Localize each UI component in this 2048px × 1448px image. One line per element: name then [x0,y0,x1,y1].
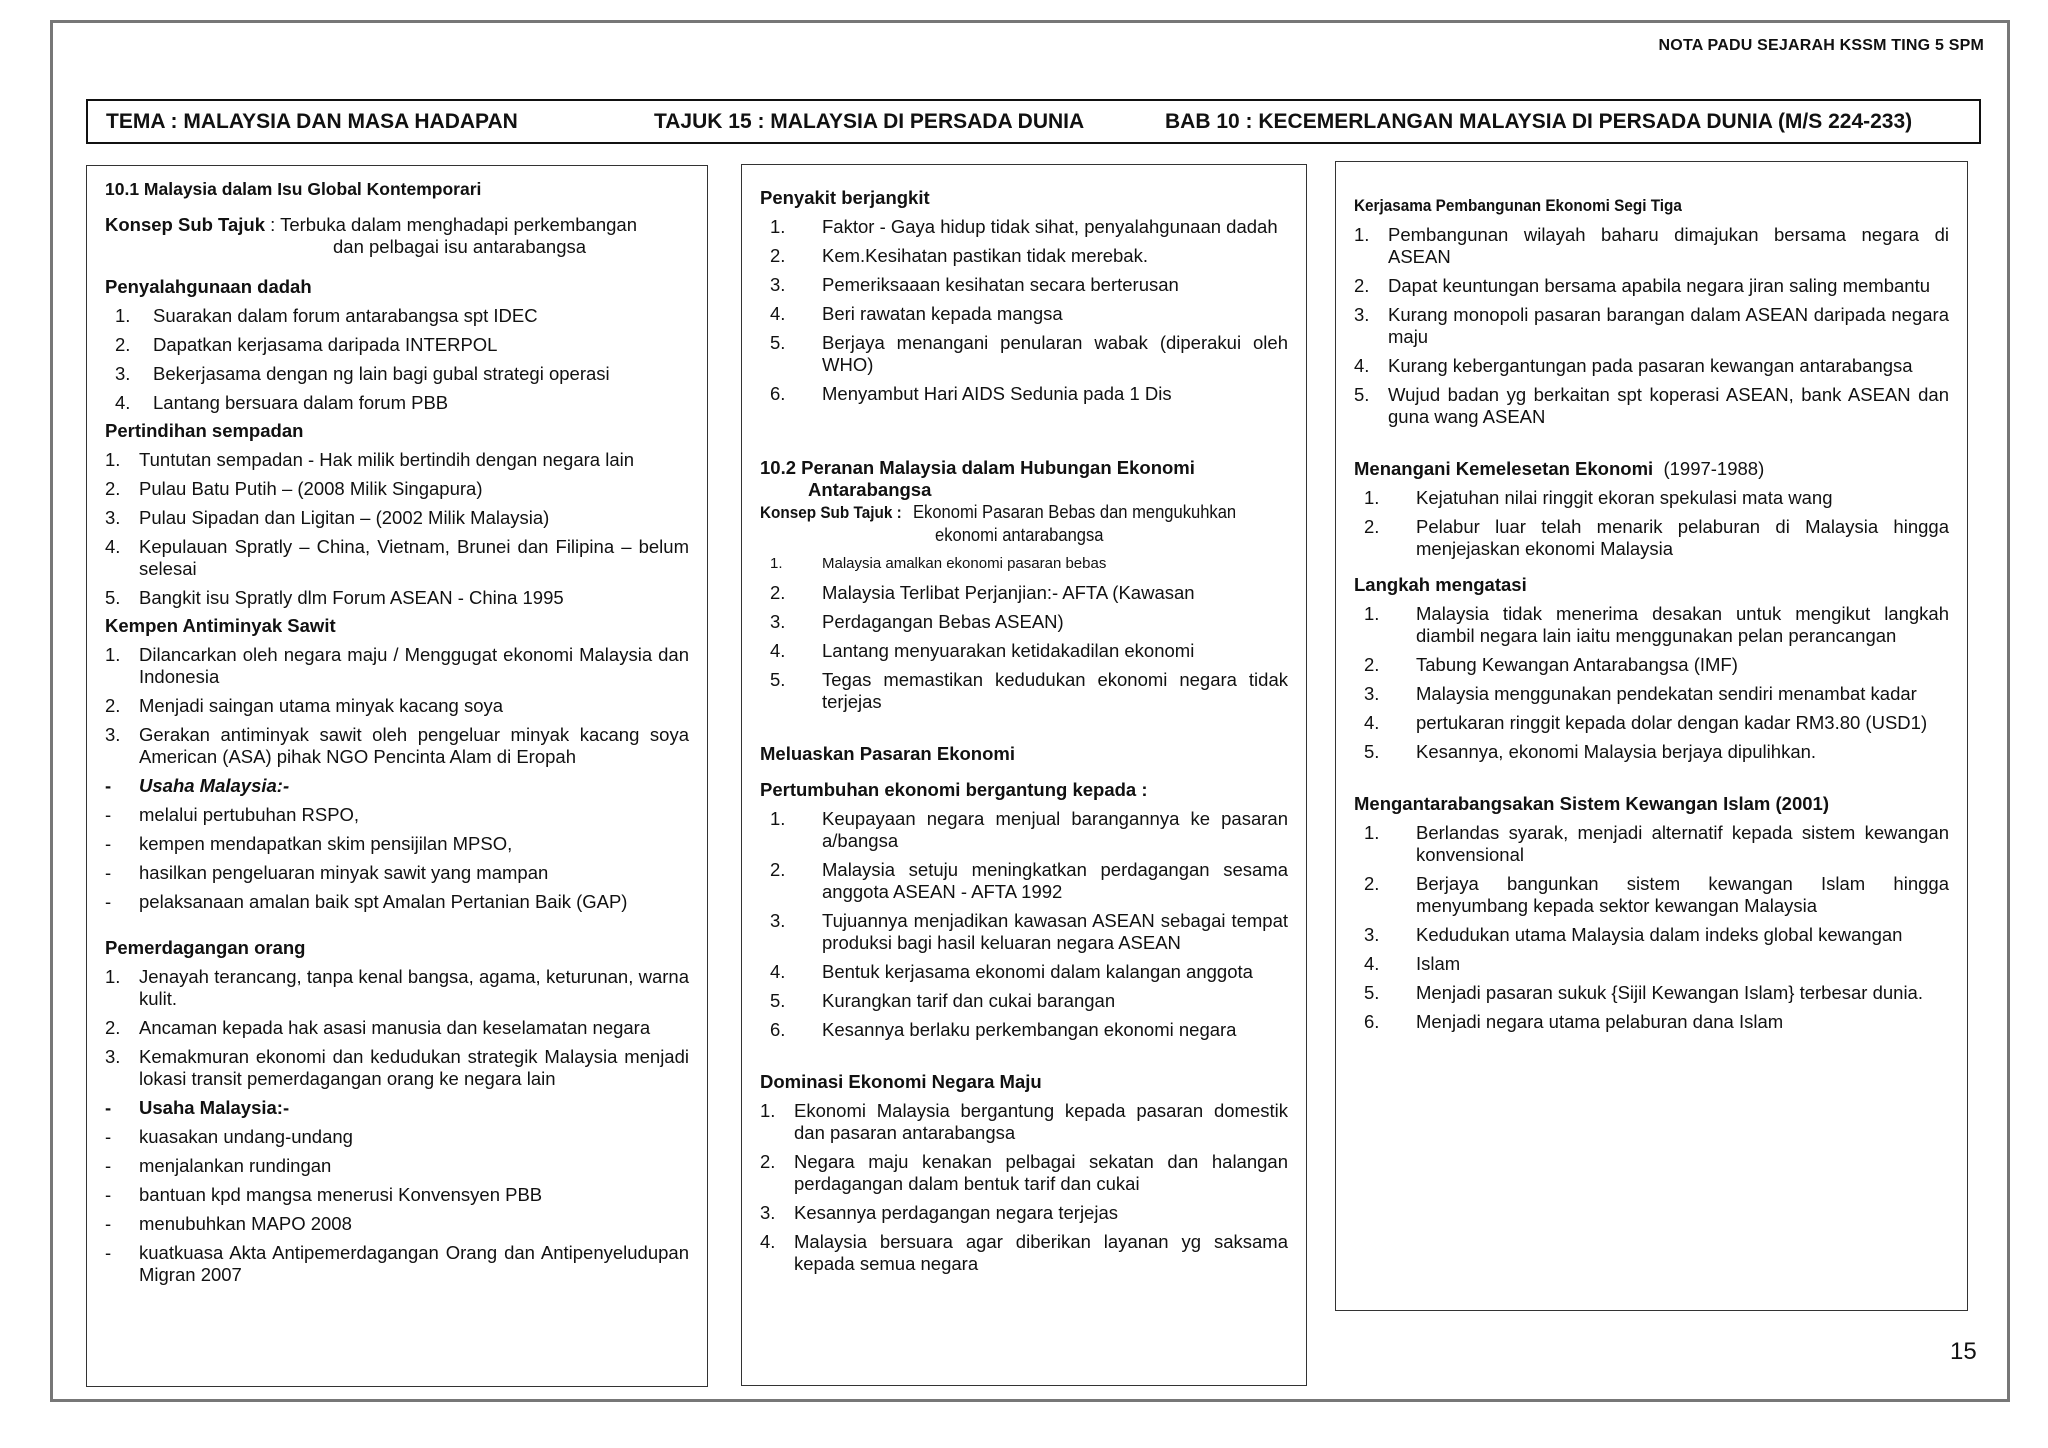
item-number: 1. [760,1100,776,1121]
concept-block [105,214,689,258]
item-number: 2. [105,695,121,716]
item-number: 2. [770,582,786,603]
list-item [1354,603,1949,647]
list-item [105,966,689,1010]
item-text: Tabung Kewangan Antarabangsa (IMF) [1416,654,1738,675]
item-number: 3. [105,507,121,528]
section-heading: Kerjasama Pembangunan Ekonomi Segi Tiga [1354,196,1682,215]
item-text: Pembangunan wilayah baharu dimajukan bersama negara di ASEAN [1388,224,1949,267]
item-number: 1. [1364,603,1380,624]
item-number: - [105,1155,112,1176]
item-text: Berlandas syarak, menjadi alternatif kepada sistem kewangan konvensional [1416,822,1949,865]
list-item: - Usaha Malaysia:- [105,775,290,796]
section-title: 10.2 Peranan Malaysia dalam Hubungan Ekonomi [760,457,1195,478]
list-item [105,1046,689,1090]
concept-text: Ekonomi Pasaran Bebas dan mengukuhkan [912,502,1236,522]
item-number: 3. [1354,304,1370,325]
item-number: 2. [770,859,786,880]
item-number: 4. [760,1231,776,1252]
list-item [760,669,1288,713]
list-item [1354,224,1949,268]
item-number: 2. [115,334,131,355]
item-text: Tujuannya menjadikan kawasan ASEAN sebagai tempat produksi bagi hasil keluaran negara ASEAN [822,910,1288,953]
concept-label: Konsep Sub Tajuk [105,214,266,235]
section-heading: Menangani Kemelesetan Ekonomi (1997-1988) [1354,458,1765,479]
item-number: 2. [1364,516,1380,537]
item-number: 2. [760,1151,776,1172]
list-orang-usaha [105,1126,689,1286]
list-item [760,245,1288,267]
list-item [760,808,1288,852]
tema-label: TEMA : MALAYSIA DAN MASA HADAPAN [106,110,518,133]
list-segitiga [1354,224,1949,428]
item-text: Kemakmuran ekonomi dan kedudukan strategik Malaysia menjadi lokasi transit pemerdagangan orang ke negara lain [139,1046,689,1089]
item-text: Malaysia tidak menerima desakan untuk mengikut langkah diambil negara lain iaitu menggunakan pelan perancangan [1416,603,1949,646]
item-text: Kurang monopoli pasaran barangan dalam ASEAN daripada negara maju [1388,304,1949,347]
item-number: - [105,1242,112,1263]
item-text: kempen mendapatkan skim pensijilan MPSO, [139,833,513,854]
list-item [105,644,689,688]
item-text: kuatkuasa Akta Antipemerdagangan Orang dan Antipenyeludupan Migran 2007 [139,1242,689,1285]
list-item [105,695,689,717]
list-item [1354,683,1949,705]
item-text: Suarakan dalam forum antarabangsa spt IDEC [153,305,538,326]
item-number: 1. [1354,224,1370,245]
item-number: 1. [770,808,786,829]
item-number: - [105,804,112,825]
list-item [760,640,1288,662]
list-item [105,334,689,356]
usaha-heading [105,1097,689,1119]
list-item [105,392,689,414]
item-text: Ekonomi Malaysia bergantung kepada pasaran domestik dan pasaran antarabangsa [794,1100,1288,1143]
list-item [1354,1011,1949,1033]
list-item [105,536,689,580]
list-item [105,833,689,855]
concept-text: dan pelbagai isu antarabangsa [333,236,587,257]
usaha-heading [105,775,689,797]
item-number: 1. [115,305,131,326]
list-item [105,449,689,471]
list-item [760,990,1288,1012]
item-text: menjalankan rundingan [139,1155,332,1176]
item-number: 1. [105,449,121,470]
list-item [760,910,1288,954]
item-text: Tuntutan sempadan - Hak milik bertindih dengan negara lain [139,449,635,470]
item-text: Pulau Sipadan dan Ligitan – (2002 Milik Malaysia) [139,507,550,528]
item-number: 4. [770,640,786,661]
concept-label: Konsep Sub Tajuk : [760,503,902,522]
item-text: pelaksanaan amalan baik spt Amalan Pertanian Baik (GAP) [139,891,628,912]
list-dominasi [760,1100,1288,1275]
list-item [1354,953,1949,975]
item-number: 3. [1364,924,1380,945]
item-text: Pulau Batu Putih – (2008 Milik Singapura) [139,478,483,499]
list-item [105,1213,689,1235]
section-heading: Pemerdagangan orang [105,937,306,958]
item-text: Wujud badan yg berkaitan spt koperasi ASEAN, bank ASEAN dan guna wang ASEAN [1388,384,1949,427]
item-text: Kesannya berlaku perkembangan ekonomi negara [822,1019,1237,1040]
item-text: Malaysia amalkan ekonomi pasaran bebas [822,555,1107,572]
item-text: Dilancarkan oleh negara maju / Menggugat ekonomi Malaysia dan Indonesia [139,644,689,687]
list-orang [105,966,689,1090]
list-item [1354,275,1949,297]
item-text: Pemeriksaaan kesihatan secara berterusan [822,274,1179,295]
item-text: Islam [1416,953,1461,974]
list-item: - Usaha Malaysia:- [105,1097,290,1118]
item-text: Perdagangan Bebas ASEAN) [822,611,1064,632]
item-number: 4. [115,392,131,413]
list-item [105,1126,689,1148]
list-pertumbuhan [760,808,1288,1041]
list-item [105,507,689,529]
item-text: Malaysia Terlibat Perjanjian:- AFTA (Kawasan [822,582,1195,603]
item-text: Menjadi negara utama pelaburan dana Islam [1416,1011,1784,1032]
header-note: NOTA PADU SEJARAH KSSM TING 5 SPM [1658,37,1984,54]
list-item [760,1100,1288,1144]
list-item [760,1231,1288,1275]
item-number: 3. [770,910,786,931]
column-2 [741,164,1307,1386]
item-text: Dapat keuntungan bersama apabila negara jiran saling membantu [1388,275,1930,296]
item-text: Faktor - Gaya hidup tidak sihat, penyalahgunaan dadah [822,216,1278,237]
item-number: 1. [105,644,121,665]
item-number: 4. [1364,953,1380,974]
item-text: Tegas memastikan kedudukan ekonomi negara tidak terjejas [822,669,1288,712]
section-heading: Kempen Antiminyak Sawit [105,615,336,636]
list-item [1354,924,1949,946]
item-number: 6. [1364,1011,1380,1032]
list-penyakit [760,216,1288,405]
list-item [105,305,689,327]
item-text: Beri rawatan kepada mangsa [822,303,1063,324]
list-item [760,216,1288,238]
theme-bar [86,99,1981,144]
item-number: 5. [1354,384,1370,405]
list-item [1354,355,1949,377]
list-islam [1354,822,1949,1033]
list-item [760,1151,1288,1195]
list-item [1354,654,1949,676]
item-number: 2. [770,245,786,266]
item-text: Jenayah terancang, tanpa kenal bangsa, agama, keturunan, warna kulit. [139,966,689,1009]
list-dadah [105,305,689,414]
item-text: Ancaman kepada hak asasi manusia dan keselamatan negara [139,1017,651,1038]
tajuk-label: TAJUK 15 : MALAYSIA DI PERSADA DUNIA [654,110,1085,133]
item-number: 3. [1364,683,1380,704]
item-text: Bangkit isu Spratly dlm Forum ASEAN - China 1995 [139,587,564,608]
list-item [1354,516,1949,560]
list-item [1354,712,1949,734]
item-text: bantuan kpd mangsa menerusi Konvensyen PBB [139,1184,543,1205]
list-item [105,1184,689,1206]
item-text: Bekerjasama dengan ng lain bagi gubal strategi operasi [153,363,610,384]
section-title: Antarabangsa [808,479,932,500]
item-number: 2. [1354,275,1370,296]
item-text: Negara maju kenakan pelbagai sekatan dan halangan perdagangan dalam bentuk tarif dan cukai [794,1151,1288,1194]
item-number: 1. [770,555,783,572]
list-item [1354,487,1949,509]
item-number: 3. [105,1046,121,1067]
list-item [105,478,689,500]
item-number: 3. [770,274,786,295]
item-text: Kesannya perdagangan negara terjejas [794,1202,1118,1223]
item-text: Malaysia setuju meningkatkan perdagangan sesama anggota ASEAN - AFTA 1992 [822,859,1288,902]
item-number: 3. [760,1202,776,1223]
list-item [105,804,689,826]
item-number: - [105,1213,112,1234]
item-text: Kem.Kesihatan pastikan tidak merebak. [822,245,1148,266]
section-heading: Langkah mengatasi [1354,574,1527,595]
item-number: 6. [770,383,786,404]
item-number: - [105,1126,112,1147]
list-sawit [105,644,689,768]
item-number: - [105,833,112,854]
item-number: 6. [770,1019,786,1040]
concept-text: ekonomi antarabangsa [935,525,1104,545]
list-item [760,274,1288,296]
item-number: 1. [1364,487,1380,508]
list-item [760,1202,1288,1224]
section-heading: Pertindihan sempadan [105,420,304,441]
item-number: 4. [1354,355,1370,376]
list-item [760,961,1288,983]
section-title: 10.1 Malaysia dalam Isu Global Kontemporari [105,179,482,199]
page-number: 15 [1950,1338,1977,1365]
section-heading: Mengantarabangsakan Sistem Kewangan Islam (2001) [1354,793,1830,814]
item-text: Kejatuhan nilai ringgit ekoran spekulasi mata wang [1416,487,1833,508]
list-item [105,1242,689,1286]
list-item [1354,741,1949,763]
section-heading: Dominasi Ekonomi Negara Maju [760,1071,1042,1092]
item-number: 4. [770,303,786,324]
item-number: - [105,1184,112,1205]
item-text: Menjadi pasaran sukuk {Sijil Kewangan Islam} terbesar dunia. [1416,982,1923,1003]
section-heading: Penyakit berjangkit [760,187,930,208]
item-text: Menjadi saingan utama minyak kacang soya [139,695,504,716]
item-text: Kepulauan Spratly – China, Vietnam, Brunei dan Filipina – belum selesai [139,536,689,579]
item-number: 1. [105,966,121,987]
item-number: 4. [770,961,786,982]
list-item [760,553,1288,575]
item-text: Keupayaan negara menjual barangannya ke pasaran a/bangsa [822,808,1288,851]
list-item [1354,982,1949,1004]
list-item [1354,384,1949,428]
section-heading: Meluaskan Pasaran Ekonomi [760,743,1015,764]
concept-text: : Terbuka dalam menghadapi perkembangan [270,214,637,235]
list-item [760,611,1288,633]
item-text: pertukaran ringgit kepada dolar dengan kadar RM3.80 (USD1) [1416,712,1928,733]
item-number: 5. [1364,982,1380,1003]
item-number: - [105,891,112,912]
item-number: - [105,862,112,883]
list-item [105,724,689,768]
list-item [105,891,689,913]
item-text: Kurangkan tarif dan cukai barangan [822,990,1116,1011]
item-number: 5. [770,332,786,353]
list-item [1354,822,1949,866]
section-heading: Penyalahgunaan dadah [105,276,312,297]
item-number: 4. [1364,712,1380,733]
item-number: 5. [105,587,121,608]
item-text: hasilkan pengeluaran minyak sawit yang mampan [139,862,549,883]
item-number: 1. [1364,822,1380,843]
item-text: Kesannya, ekonomi Malaysia berjaya dipulihkan. [1416,741,1817,762]
item-text: Berjaya menangani penularan wabak (diperakui oleh WHO) [822,332,1288,375]
item-number: 3. [115,363,131,384]
list-item [760,859,1288,903]
item-text: melalui pertubuhan RSPO, [139,804,360,825]
list-item [105,1017,689,1039]
list-kemelesetan [1354,487,1949,560]
column-1 [86,165,708,1387]
list-peranan [760,553,1288,713]
item-number: 5. [770,669,786,690]
item-text: Bentuk kerjasama ekonomi dalam kalangan anggota [822,961,1253,982]
list-item [1354,873,1949,917]
list-item [760,303,1288,325]
item-number: 5. [770,990,786,1011]
list-item [105,1155,689,1177]
item-text: Dapatkan kerjasama daripada INTERPOL [153,334,498,355]
section-heading: Pertumbuhan ekonomi bergantung kepada : [760,779,1148,800]
item-text: menubuhkan MAPO 2008 [139,1213,352,1234]
item-number: 3. [105,724,121,745]
list-item [105,862,689,884]
list-item [105,587,689,609]
item-text: Malaysia menggunakan pendekatan sendiri menambat kadar [1416,683,1917,704]
list-sawit-usaha [105,804,689,913]
item-text: Menyambut Hari AIDS Sedunia pada 1 Dis [822,383,1172,404]
item-number: 2. [1364,654,1380,675]
item-text: Kedudukan utama Malaysia dalam indeks global kewangan [1416,924,1903,945]
list-item [105,363,689,385]
item-text: Lantang menyuarakan ketidakadilan ekonomi [822,640,1195,661]
item-text: Lantang bersuara dalam forum PBB [153,392,449,413]
item-text: Malaysia bersuara agar diberikan layanan yg saksama kepada semua negara [794,1231,1288,1274]
concept-block [760,501,1288,546]
list-sempadan [105,449,689,609]
item-number: 2. [105,478,121,499]
item-number: 1. [770,216,786,237]
item-text: Pelabur luar telah menarik pelaburan di Malaysia hingga menjejaskan ekonomi Malaysia [1416,516,1949,559]
list-item [1354,304,1949,348]
item-text: Berjaya bangunkan sistem kewangan Islam hingga menyumbang kepada sektor kewangan Malaysia [1416,873,1949,916]
item-text: Gerakan antiminyak sawit oleh pengeluar minyak kacang soya American (ASA) pihak NGO Pencinta Alam di Eropah [139,724,689,767]
item-text: Kurang kebergantungan pada pasaran kewangan antarabangsa [1388,355,1913,376]
item-number: 2. [1364,873,1380,894]
item-number: 2. [105,1017,121,1038]
column-3 [1335,161,1968,1311]
list-langkah [1354,603,1949,763]
item-text: kuasakan undang-undang [139,1126,353,1147]
list-item [760,1019,1288,1041]
bab-label: BAB 10 : KECEMERLANGAN MALAYSIA DI PERSADA DUNIA (M/S 224-233) [1165,110,1913,133]
list-item [760,582,1288,604]
item-number: 4. [105,536,121,557]
list-item [760,383,1288,405]
item-number: 3. [770,611,786,632]
list-item [760,332,1288,376]
item-number: 5. [1364,741,1380,762]
